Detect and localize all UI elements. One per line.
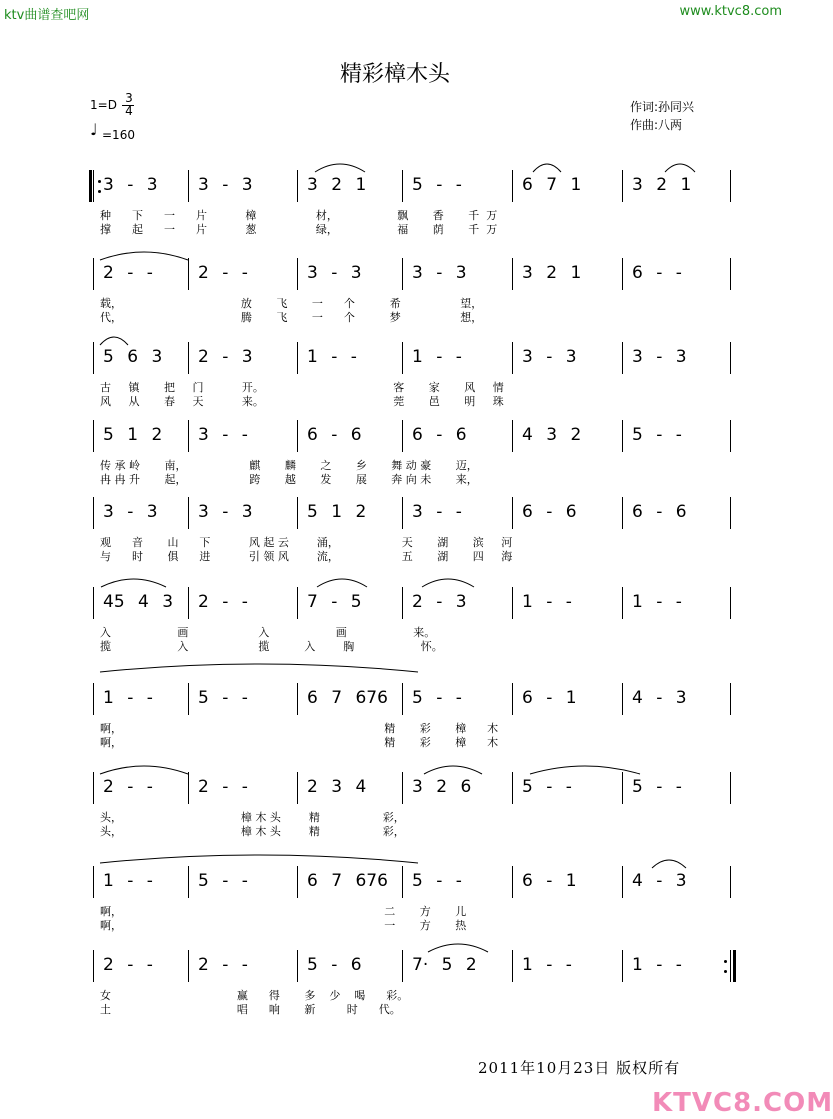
bar-line: [402, 170, 403, 202]
measure-notes: 4 3 2: [522, 425, 582, 445]
measure-notes: 2 - -: [103, 263, 153, 283]
bar-line: [93, 342, 94, 374]
bar-line: [622, 170, 623, 202]
measure-notes: 2 - -: [103, 955, 153, 975]
site-url-right[interactable]: www.ktvc8.com: [679, 4, 782, 19]
measure-notes: 6 7 676: [307, 871, 388, 891]
slur-arc: [100, 851, 418, 865]
bar-line: [188, 342, 189, 374]
measure-notes: 7· 5 2: [412, 955, 477, 975]
measure-notes: 3 - 3: [103, 175, 158, 195]
tempo-mark: =160: [102, 128, 135, 142]
slur-arc: [100, 333, 128, 347]
measure-notes: 2 - 3: [412, 592, 467, 612]
lyric-line-2: 冉 冉 升 起， 跨 越 发 展 奔 向 未 来，: [100, 473, 478, 486]
bar-line: [93, 497, 94, 529]
bar-line: [297, 950, 298, 982]
bar-line: [297, 866, 298, 898]
lyric-line-1: 观 音 山 下 风 起 云 涌， 天 湖 滨 河: [100, 536, 513, 549]
time-signature-line: [122, 105, 134, 106]
measure-notes: 2 - -: [198, 263, 248, 283]
measure-notes: 6 7 676: [307, 688, 388, 708]
slur-arc: [424, 762, 482, 776]
bar-line: [297, 772, 298, 804]
slur-arc: [317, 575, 367, 589]
measure-notes: 5 - -: [522, 777, 572, 797]
measure-notes: 5 - -: [198, 871, 248, 891]
bar-line: [402, 866, 403, 898]
bar-line: [622, 497, 623, 529]
bar-line: [512, 258, 513, 290]
measure-notes: 3 2 1: [522, 263, 582, 283]
measure-notes: 3 - 3: [412, 263, 467, 283]
slur-arc: [530, 762, 640, 776]
lyric-line-2: 代， 腾 飞 一 个 梦 想，: [100, 311, 483, 324]
measure-notes: 5 1 2: [103, 425, 163, 445]
lyric-line-2: 风 从 春 天 来。 莞 邑 明 珠: [100, 395, 504, 408]
bar-line: [622, 772, 623, 804]
bar-line: [622, 587, 623, 619]
measure-notes: 5 - 6: [307, 955, 362, 975]
footer-copyright: 2011年10月23日 版权所有: [478, 1059, 681, 1077]
bar-line: [402, 683, 403, 715]
bar-line: [402, 342, 403, 374]
bar-line: [297, 420, 298, 452]
bar-line: [297, 587, 298, 619]
bar-line: [622, 950, 623, 982]
measure-notes: 3 2 6: [412, 777, 472, 797]
measure-notes: 3 - 3: [198, 175, 253, 195]
measure-notes: 3 2 1: [307, 175, 367, 195]
bar-line: [730, 170, 731, 202]
bar-line: [188, 258, 189, 290]
measure-notes: 3 - 3: [307, 263, 362, 283]
measure-notes: 1 - -: [522, 955, 572, 975]
measure-notes: 5 - -: [632, 425, 682, 445]
lyricist-credit: 作词:孙同兴: [630, 100, 695, 114]
slur-arc: [100, 248, 188, 262]
measure-notes: 5 - -: [412, 175, 462, 195]
slur-arc: [533, 160, 561, 174]
bar-line: [512, 170, 513, 202]
bar-line: [512, 587, 513, 619]
repeat-start-bar: [89, 170, 92, 202]
lyric-line-1: 载， 放 飞 一 个 希 望，: [100, 297, 483, 310]
measure-notes: 3 - -: [198, 425, 248, 445]
quarter-note-icon: ♩: [90, 120, 98, 139]
measure-notes: 2 3 4: [307, 777, 367, 797]
measure-notes: 3 - 3: [632, 347, 687, 367]
slur-arc: [315, 160, 365, 174]
bar-line: [730, 497, 731, 529]
bar-line: [730, 420, 731, 452]
lyric-line-2: 头， 樟 木 头 精 彩，: [100, 825, 405, 838]
measure-notes: 1 - -: [632, 955, 682, 975]
measure-notes: 2 - -: [198, 592, 248, 612]
measure-notes: 5 - -: [198, 688, 248, 708]
measure-notes: 5 - -: [412, 688, 462, 708]
measure-notes: 2 - -: [198, 955, 248, 975]
bar-line: [188, 420, 189, 452]
site-name-left[interactable]: ktv曲谱查吧网: [4, 8, 90, 23]
bar-line: [512, 683, 513, 715]
measure-notes: 45 4 3: [103, 592, 174, 612]
measure-notes: 6 - 6: [307, 425, 362, 445]
bar-line: [297, 683, 298, 715]
measure-notes: 1 - -: [632, 592, 682, 612]
measure-notes: 3 - -: [412, 502, 462, 522]
slur-arc: [101, 575, 166, 589]
bar-line: [93, 170, 94, 202]
lyric-line-1: 头， 樟 木 头 精 彩，: [100, 811, 405, 824]
repeat-end-bar: [733, 950, 736, 982]
measure-notes: 6 - 6: [412, 425, 467, 445]
measure-notes: 2 - -: [198, 777, 248, 797]
measure-notes: 2 - -: [103, 777, 153, 797]
measure-notes: 6 - 1: [522, 688, 577, 708]
bar-line: [730, 587, 731, 619]
measure-notes: 1 - -: [307, 347, 357, 367]
bar-line: [93, 866, 94, 898]
bar-line: [622, 683, 623, 715]
time-numerator: 3: [125, 91, 133, 105]
bar-line: [402, 772, 403, 804]
slur-arc: [428, 940, 488, 954]
bar-line: [188, 170, 189, 202]
bar-line: [402, 587, 403, 619]
bar-line: [93, 587, 94, 619]
bar-line: [93, 772, 94, 804]
bar-line: [188, 587, 189, 619]
lyric-line-1: 入 画 入 画 来。: [100, 626, 436, 639]
lyric-line-1: 女 赢 得 多 少 喝 彩。: [100, 989, 409, 1002]
bar-line: [188, 866, 189, 898]
bar-line: [512, 950, 513, 982]
bar-line: [93, 950, 94, 982]
measure-notes: 1 - -: [412, 347, 462, 367]
lyric-line-1: 种 下 一 片 樟 材， 飘 香 千 万: [100, 209, 498, 222]
measure-notes: 6 - 1: [522, 871, 577, 891]
lyric-line-2: 撑 起 一 片 葱 绿， 福 荫 千 万: [100, 223, 498, 236]
bar-line: [93, 258, 94, 290]
measure-notes: 4 - 3: [632, 688, 687, 708]
bar-line: [730, 950, 731, 982]
bar-line: [188, 497, 189, 529]
measure-notes: 2 - 3: [198, 347, 253, 367]
lyric-line-1: 啊， 精 彩 樟 木: [100, 722, 499, 735]
slur-arc: [652, 856, 686, 870]
repeat-dot: [98, 190, 101, 193]
measure-notes: 3 2 1: [632, 175, 692, 195]
measure-notes: 6 - 6: [632, 502, 687, 522]
composer-credit: 作曲:八两: [630, 118, 683, 132]
bar-line: [297, 497, 298, 529]
bar-line: [622, 258, 623, 290]
measure-notes: 5 - -: [412, 871, 462, 891]
bar-line: [512, 342, 513, 374]
measure-notes: 6 - 6: [522, 502, 577, 522]
lyric-line-1: 啊， 二 方 儿: [100, 905, 467, 918]
bar-line: [93, 683, 94, 715]
slur-arc: [422, 575, 474, 589]
lyric-line-1: 传 承 岭 南， 麒 麟 之 乡 舞 动 豪 迈，: [100, 459, 478, 472]
key-signature: 1=D: [90, 98, 117, 112]
bar-line: [297, 342, 298, 374]
slur-arc: [100, 762, 188, 776]
bar-line: [512, 772, 513, 804]
lyric-line-1: 古 镇 把 门 开。 客 家 风 情: [100, 381, 504, 394]
time-denominator: 4: [125, 104, 133, 118]
slur-arc: [665, 160, 695, 174]
measure-notes: 1 - -: [103, 688, 153, 708]
bar-line: [512, 866, 513, 898]
bar-line: [730, 866, 731, 898]
bar-line: [730, 772, 731, 804]
measure-notes: 6 - -: [632, 263, 682, 283]
bar-line: [188, 683, 189, 715]
bar-line: [622, 866, 623, 898]
bar-line: [188, 950, 189, 982]
lyric-line-2: 与 时 俱 进 引 领 风 流， 五 湖 四 海: [100, 550, 513, 563]
measure-notes: 5 - -: [632, 777, 682, 797]
bar-line: [297, 258, 298, 290]
measure-notes: 4 - 3: [632, 871, 687, 891]
bar-line: [512, 420, 513, 452]
bar-line: [730, 683, 731, 715]
watermark-logo: KTVC8.COM: [652, 1088, 833, 1118]
bar-line: [512, 497, 513, 529]
lyric-line-2: 土 唱 响 新 时 代。: [100, 1003, 401, 1016]
repeat-dot: [98, 180, 101, 183]
bar-line: [402, 420, 403, 452]
bar-line: [402, 497, 403, 529]
lyric-line-2: 啊， 一 方 热: [100, 919, 467, 932]
song-title: 精彩樟木头: [339, 62, 450, 87]
bar-line: [93, 420, 94, 452]
measure-notes: 1 - -: [522, 592, 572, 612]
slur-arc: [100, 660, 418, 674]
lyric-line-2: 啊， 精 彩 樟 木: [100, 736, 499, 749]
measure-notes: 7 - 5: [307, 592, 362, 612]
bar-line: [730, 258, 731, 290]
bar-line: [622, 342, 623, 374]
bar-line: [188, 772, 189, 804]
measure-notes: 3 - 3: [103, 502, 158, 522]
lyric-line-2: 揽 入 揽 入 胸 怀。: [100, 640, 443, 653]
measure-notes: 5 6 3: [103, 347, 163, 367]
measure-notes: 1 - -: [103, 871, 153, 891]
bar-line: [622, 420, 623, 452]
measure-notes: 6 7 1: [522, 175, 582, 195]
bar-line: [402, 258, 403, 290]
bar-line: [297, 170, 298, 202]
bar-line: [402, 950, 403, 982]
measure-notes: 3 - 3: [522, 347, 577, 367]
measure-notes: 5 1 2: [307, 502, 367, 522]
bar-line: [730, 342, 731, 374]
measure-notes: 3 - 3: [198, 502, 253, 522]
